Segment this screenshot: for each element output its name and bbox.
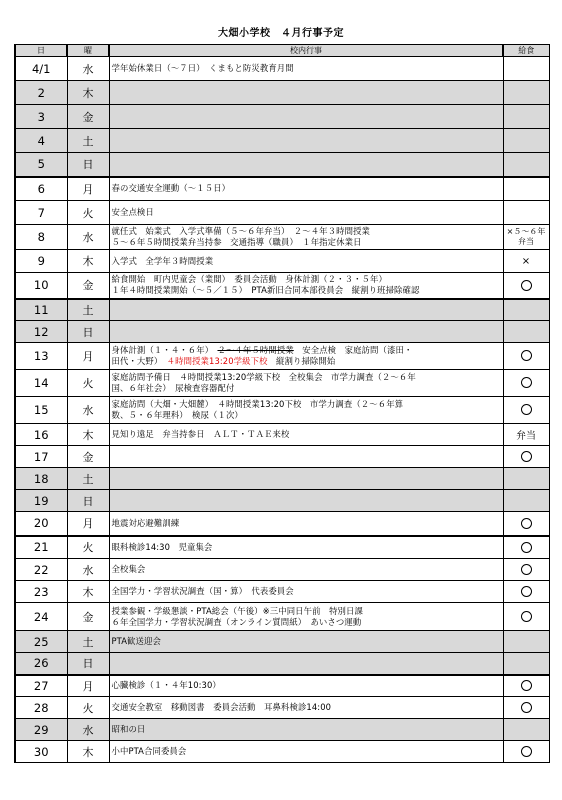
lunch-cell: [503, 273, 549, 299]
lunch-cell: [503, 343, 549, 370]
weekday-cell: 木: [67, 250, 109, 273]
lunch-cell: [503, 603, 549, 631]
schedule-row: [15, 225, 549, 250]
events-cell: [109, 631, 503, 653]
day-cell: 27: [15, 675, 67, 697]
events-cell: [109, 225, 503, 250]
day-cell: 26: [15, 653, 67, 675]
events-cell: [109, 273, 503, 299]
lunch-cell: [503, 397, 549, 424]
schedule-row: [15, 153, 549, 177]
event-line: 全国学力・学習状況調査（国・算） 代表委員会: [111, 586, 294, 596]
day-cell: 15: [15, 397, 67, 424]
day-cell: 14: [15, 370, 67, 397]
day-cell: 4: [15, 129, 67, 153]
weekday-cell: 水: [67, 719, 109, 741]
weekday-cell: 金: [67, 446, 109, 468]
event-line: 国、６年社会） 尿検査容器配付: [111, 383, 235, 393]
schedule-row: [15, 81, 549, 105]
weekday-cell: 土: [67, 631, 109, 653]
schedule-row: [15, 536, 549, 559]
event-line: 全校集会: [111, 564, 146, 574]
schedule-row: [15, 468, 549, 490]
lunch-circle-icon: [521, 702, 532, 713]
events-cell: [109, 512, 503, 536]
weekday-cell: 火: [67, 697, 109, 719]
event-line: PTA歓送迎会: [111, 636, 161, 646]
schedule-row: [15, 57, 549, 81]
event-line: 見知り遠足 弁当持参日 ＡＬＴ・ＴＡＥ来校: [111, 429, 290, 439]
day-cell: 21: [15, 536, 67, 559]
schedule-row: [15, 343, 549, 370]
lunch-cell: [503, 225, 549, 250]
lunch-circle-icon: [521, 404, 532, 415]
lunch-cell: [503, 177, 549, 201]
events-cell: [109, 446, 503, 468]
highlighted-event: ４時間授業13:20学級下校: [166, 356, 268, 366]
events-cell: [109, 741, 503, 763]
event-line: 眼科検診14:30 児童集会: [111, 541, 213, 552]
day-cell: 20: [15, 512, 67, 536]
events-cell: [109, 536, 503, 559]
day-cell: 13: [15, 343, 67, 370]
header-row: [15, 45, 549, 57]
header-day: 日: [15, 45, 67, 57]
day-cell: 9: [15, 250, 67, 273]
lunch-cell: [503, 559, 549, 581]
events-cell: [109, 201, 503, 225]
event-line: ６年全国学力・学習状況調査（オンライン質問紙） あいさつ運動: [111, 616, 362, 627]
events-cell: [109, 153, 503, 177]
day-cell: 28: [15, 697, 67, 719]
schedule-row: [15, 273, 549, 299]
event-line: 就任式 始業式 入学式準備（５～６年弁当） ２～４年３時間授業: [111, 226, 371, 236]
schedule-row: [15, 177, 549, 201]
weekday-cell: 金: [67, 273, 109, 299]
day-cell: 3: [15, 105, 67, 129]
lunch-circle-icon: [521, 542, 532, 553]
day-cell: 10: [15, 273, 67, 299]
lunch-circle-icon: [521, 680, 532, 691]
lunch-cell: [503, 653, 549, 675]
weekday-cell: 木: [67, 81, 109, 105]
schedule-row: [15, 697, 549, 719]
event-line: 授業参観・学級懇談・PTA総会（午後）※三中同日午前 特別日課: [111, 605, 363, 616]
header-lunch: 給食: [503, 45, 549, 57]
schedule-row: [15, 490, 549, 512]
lunch-circle-icon: [521, 451, 532, 462]
weekday-cell: 日: [67, 653, 109, 675]
event-line: 春の交通安全運動（～１５日）: [111, 183, 231, 194]
lunch-cell: [503, 741, 549, 763]
events-cell: [109, 177, 503, 201]
day-cell: 11: [15, 299, 67, 321]
weekday-cell: 木: [67, 741, 109, 763]
event-line: 昭和の日: [111, 724, 146, 734]
events-cell: [109, 81, 503, 105]
event-line: 入学式 全学年３時間授業: [111, 255, 214, 266]
weekday-cell: 金: [67, 105, 109, 129]
weekday-cell: 日: [67, 490, 109, 512]
header-events: 校内行事: [109, 45, 503, 57]
day-cell: 2: [15, 81, 67, 105]
events-cell: [109, 424, 503, 446]
events-cell: [109, 57, 503, 81]
day-cell: 7: [15, 201, 67, 225]
events-cell: [109, 370, 503, 397]
weekday-cell: 火: [67, 201, 109, 225]
event-line: 家庭訪問（大畑・大畑麓） ４時間授業13:20下校 市学力調査（２～６年算: [111, 399, 404, 409]
schedule-row: [15, 446, 549, 468]
weekday-cell: 土: [67, 468, 109, 490]
lunch-cell: [503, 631, 549, 653]
lunch-circle-icon: [521, 564, 532, 575]
lunch-circle-icon: [521, 280, 532, 291]
schedule-row: [15, 653, 549, 675]
schedule-row: [15, 631, 549, 653]
day-cell: 8: [15, 225, 67, 250]
schedule-row: [15, 559, 549, 581]
events-cell: [109, 129, 503, 153]
event-line: ５～６年５時間授業弁当持参 交通指導（職員） １年指定休業日: [111, 237, 362, 247]
day-cell: 30: [15, 741, 67, 763]
weekday-cell: 日: [67, 153, 109, 177]
event-line: 身体計測（１・４・６年） ２～４年５時間授業 安全点検 家庭訪問（漆田・: [111, 345, 413, 355]
weekday-cell: 月: [67, 512, 109, 536]
lunch-cell: [503, 57, 549, 81]
lunch-cell: [503, 129, 549, 153]
day-cell: 24: [15, 603, 67, 631]
events-cell: [109, 105, 503, 129]
event-line: 交通安全教室 移動図書 委員会活動 耳鼻科検診14:00: [111, 702, 332, 712]
event-line: 給食開始 町内児童会（業間） 委員会活動 身体計測（２・３・５年）: [111, 274, 387, 285]
day-cell: 29: [15, 719, 67, 741]
weekday-cell: 水: [67, 559, 109, 581]
weekday-cell: 火: [67, 536, 109, 559]
event-line: 地震対応避難訓練: [111, 517, 180, 528]
schedule-row: [15, 250, 549, 273]
lunch-circle-icon: [521, 518, 532, 529]
schedule-row: [15, 105, 549, 129]
weekday-cell: 水: [67, 225, 109, 250]
lunch-cell: [503, 512, 549, 536]
event-line: 田代・大野） ４時間授業13:20学級下校 縦割り掃除開始: [111, 356, 336, 366]
events-cell: [109, 603, 503, 631]
weekday-cell: 日: [67, 321, 109, 343]
lunch-circle-icon: [521, 377, 532, 388]
day-cell: 16: [15, 424, 67, 446]
events-cell: [109, 343, 503, 370]
events-cell: [109, 490, 503, 512]
lunch-cell: [503, 299, 549, 321]
events-cell: [109, 559, 503, 581]
schedule-row: [15, 321, 549, 343]
day-cell: 18: [15, 468, 67, 490]
header-dow: 曜: [67, 45, 109, 57]
lunch-cell: [503, 536, 549, 559]
day-cell: 4/1: [15, 57, 67, 81]
event-line: 家庭訪問予備日 ４時間授業13:20学級下校 全校集会 市学力調査（２～６年: [111, 372, 416, 382]
weekday-cell: 水: [67, 397, 109, 424]
struck-event: ２～４年５時間授業: [217, 345, 294, 355]
lunch-cell: [503, 675, 549, 697]
lunch-cell: [503, 697, 549, 719]
schedule-row: [15, 581, 549, 603]
lunch-cell: [503, 581, 549, 603]
day-cell: 5: [15, 153, 67, 177]
events-cell: [109, 581, 503, 603]
lunch-cell: [503, 719, 549, 741]
schedule-row: [15, 512, 549, 536]
event-line: 心臓検診（１・４年10:30）: [111, 680, 221, 691]
schedule-row: [15, 397, 549, 424]
day-cell: 22: [15, 559, 67, 581]
lunch-cell: [503, 201, 549, 225]
day-cell: 19: [15, 490, 67, 512]
event-line: 小中PTA合同委員会: [111, 746, 187, 756]
lunch-cell: [503, 490, 549, 512]
schedule-row: [15, 741, 549, 763]
day-cell: 23: [15, 581, 67, 603]
event-line: １年４時間授業開始（～５／１５） PTA新旧合同本部役員会 縦割り班掃除確認: [111, 285, 420, 296]
events-cell: [109, 299, 503, 321]
lunch-circle-icon: [521, 586, 532, 597]
schedule-row: [15, 129, 549, 153]
page-title: 大畑小学校 ４月行事予定: [218, 28, 344, 39]
schedule-row: [15, 675, 549, 697]
weekday-cell: 金: [67, 603, 109, 631]
events-cell: [109, 397, 503, 424]
schedule-table: [14, 44, 550, 763]
schedule-row: [15, 201, 549, 225]
events-cell: [109, 653, 503, 675]
day-cell: 6: [15, 177, 67, 201]
weekday-cell: 土: [67, 299, 109, 321]
lunch-cell: [503, 370, 549, 397]
lunch-cell: [503, 153, 549, 177]
lunch-cell: [503, 105, 549, 129]
event-line: 安全点検日: [111, 207, 154, 217]
lunch-note: ×５～６年弁当: [506, 227, 546, 246]
lunch-circle-icon: [521, 350, 532, 361]
lunch-cell: [503, 468, 549, 490]
weekday-cell: 月: [67, 343, 109, 370]
lunch-circle-icon: [521, 611, 532, 622]
day-cell: 25: [15, 631, 67, 653]
event-line: 数、５・６年理科） 検尿（１次）: [111, 410, 243, 420]
weekday-cell: 木: [67, 581, 109, 603]
events-cell: [109, 468, 503, 490]
schedule-row: [15, 370, 549, 397]
events-cell: [109, 675, 503, 697]
lunch-cell: [503, 321, 549, 343]
day-cell: 12: [15, 321, 67, 343]
weekday-cell: 木: [67, 424, 109, 446]
events-cell: [109, 697, 503, 719]
lunch-cell: ×: [503, 250, 549, 273]
weekday-cell: 水: [67, 57, 109, 81]
lunch-cell: [503, 446, 549, 468]
schedule-row: [15, 719, 549, 741]
day-cell: 17: [15, 446, 67, 468]
schedule-row: [15, 603, 549, 631]
weekday-cell: 月: [67, 675, 109, 697]
lunch-cell: [503, 81, 549, 105]
weekday-cell: 土: [67, 129, 109, 153]
event-line: 学年始休業日（～７日） くまもと防災教育月間: [111, 63, 294, 73]
weekday-cell: 火: [67, 370, 109, 397]
lunch-cell: 弁当: [503, 424, 549, 446]
schedule-row: [15, 424, 549, 446]
weekday-cell: 月: [67, 177, 109, 201]
lunch-circle-icon: [521, 746, 532, 757]
events-cell: [109, 719, 503, 741]
events-cell: [109, 250, 503, 273]
schedule-row: [15, 299, 549, 321]
events-cell: [109, 321, 503, 343]
